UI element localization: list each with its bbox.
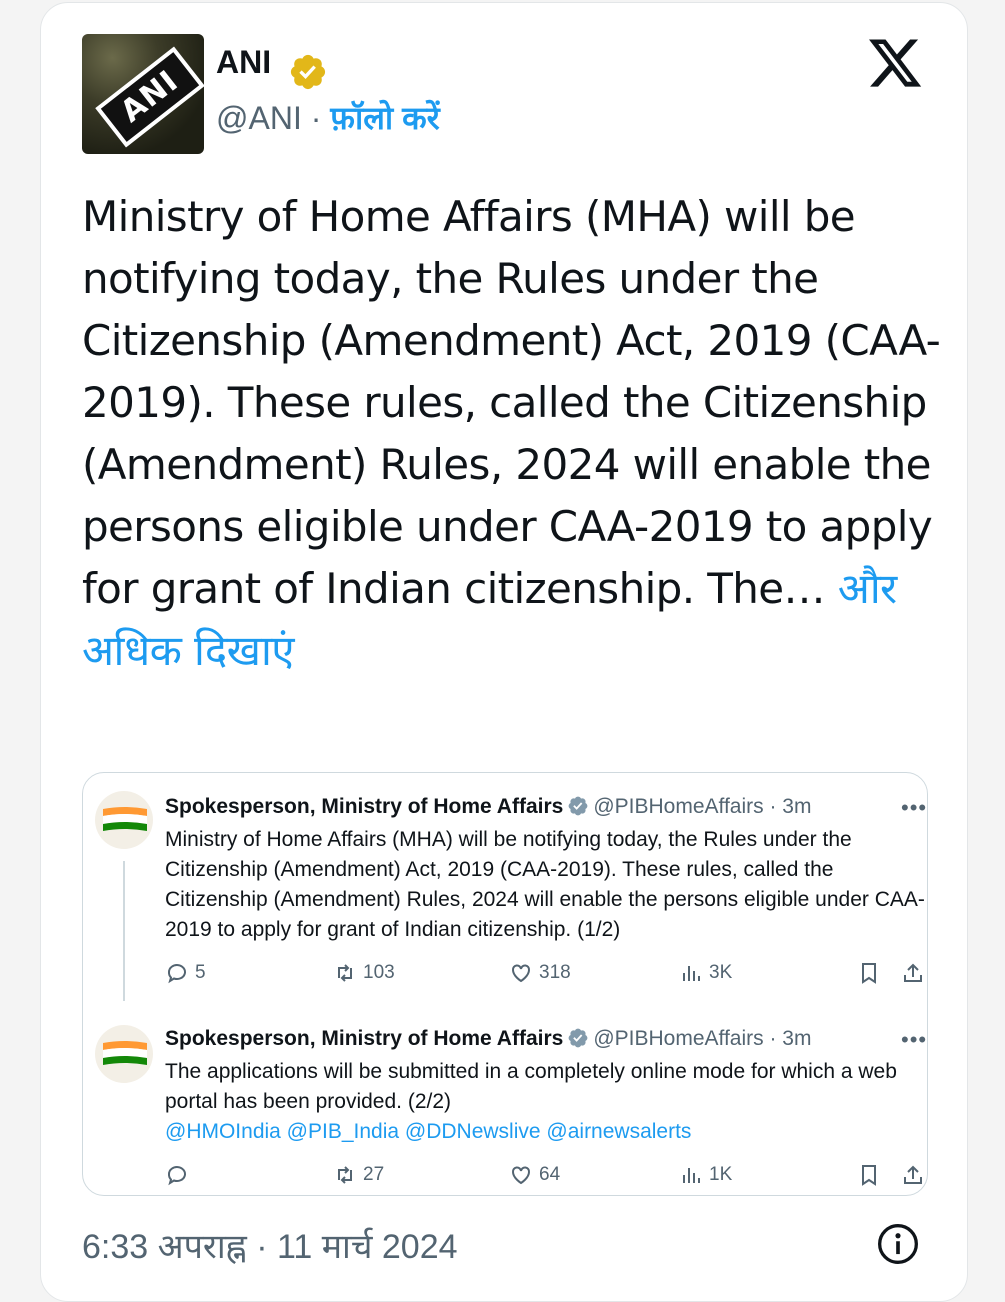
reply-count: 5 xyxy=(195,962,206,983)
quoted-post-text xyxy=(165,1057,925,1147)
quoted-author-name[interactable]: Spokesperson, Ministry of Home Affairs xyxy=(165,795,564,818)
tweet-text xyxy=(82,186,942,682)
info-icon[interactable] xyxy=(876,1222,920,1266)
retweet-count: 27 xyxy=(363,1164,385,1185)
views-count: 1K xyxy=(709,1164,733,1185)
author-handle-row xyxy=(216,96,440,139)
views-count: 3K xyxy=(709,962,733,983)
follow-button[interactable]: फ़ॉलो करें xyxy=(330,100,440,136)
like-button[interactable] xyxy=(509,1163,560,1187)
quoted-header xyxy=(165,1027,811,1051)
retweet-button[interactable] xyxy=(333,961,395,985)
quoted-action-bar xyxy=(165,961,925,991)
quoted-avatar[interactable] xyxy=(95,791,153,849)
show-more-link[interactable]: और अधिक दिखाएं xyxy=(82,564,897,675)
reply-icon xyxy=(165,1163,189,1187)
retweet-icon xyxy=(333,1163,357,1187)
share-icon xyxy=(901,961,925,985)
views-icon xyxy=(679,1163,703,1187)
share-button[interactable] xyxy=(901,961,925,985)
reply-button[interactable] xyxy=(165,1163,195,1187)
verified-badge-icon xyxy=(567,1027,589,1049)
views-button[interactable] xyxy=(679,1163,732,1187)
separator: · xyxy=(301,100,331,136)
share-button[interactable] xyxy=(901,1163,925,1187)
thread-connector xyxy=(123,861,125,1001)
quoted-avatar[interactable] xyxy=(95,1025,153,1083)
tweet-body: Ministry of Home Affairs (MHA) will be notifying today, the Rules under the Citizenship (Amendment) Act, 2019 (CAA-2019). These rules, called the Citizenship (Amendment) Rules, 2024 will enable the persons eligible under CAA-2019 to apply for grant of Indian citizenship. The… xyxy=(82,192,941,613)
retweet-button[interactable] xyxy=(333,1163,384,1187)
quoted-thread[interactable] xyxy=(82,772,928,1196)
x-logo-icon[interactable] xyxy=(866,34,924,92)
like-icon xyxy=(509,1163,533,1187)
author-handle[interactable]: @ANI xyxy=(216,100,302,136)
retweet-count: 103 xyxy=(363,962,395,983)
share-icon xyxy=(901,1163,925,1187)
ani-logo: ANI xyxy=(95,47,204,148)
retweet-icon xyxy=(333,961,357,985)
bookmark-icon xyxy=(857,961,881,985)
quoted-header xyxy=(165,795,811,819)
views-button[interactable] xyxy=(679,961,732,985)
quoted-handle-time[interactable]: @PIBHomeAffairs · 3m xyxy=(593,1027,812,1050)
bookmark-button[interactable] xyxy=(857,1163,881,1187)
author-avatar[interactable] xyxy=(82,34,204,154)
quoted-post-text: Ministry of Home Affairs (MHA) will be notifying today, the Rules under the Citizenship (Amendment) Act, 2019 (CAA-2019). These rules, called the Citizenship (Amendment) Rules, 2024 will enable the persons eligible under CAA-2019 to apply for grant of Indian citizenship. (1/2) xyxy=(165,828,925,941)
mention-links[interactable]: @HMOIndia @PIB_India @DDNewslive @airnewsalerts xyxy=(165,1120,692,1143)
bookmark-icon xyxy=(857,1163,881,1187)
views-icon xyxy=(679,961,703,985)
india-flag-icon xyxy=(101,805,149,835)
author-name[interactable]: ANI xyxy=(216,44,272,80)
more-options-button[interactable]: ••• xyxy=(901,795,928,820)
verified-badge-icon xyxy=(288,52,328,92)
tweet-timestamp[interactable]: 6:33 अपराह्न · 11 मार्च 2024 xyxy=(82,1228,458,1266)
bookmark-button[interactable] xyxy=(857,961,881,985)
quoted-handle-time[interactable]: @PIBHomeAffairs · 3m xyxy=(593,795,812,818)
india-flag-icon xyxy=(101,1039,149,1069)
quoted-action-bar xyxy=(165,1163,925,1193)
like-count: 318 xyxy=(539,962,571,983)
like-icon xyxy=(509,961,533,985)
reply-button[interactable] xyxy=(165,961,206,985)
like-button[interactable] xyxy=(509,961,571,985)
like-count: 64 xyxy=(539,1164,561,1185)
quoted-post-body: The applications will be submitted in a completely online mode for which a web portal has been provided. (2/2) xyxy=(165,1060,897,1113)
verified-badge-icon xyxy=(567,795,589,817)
more-options-button[interactable]: ••• xyxy=(901,1027,928,1052)
quoted-author-name[interactable]: Spokesperson, Ministry of Home Affairs xyxy=(165,1027,564,1050)
reply-icon xyxy=(165,961,189,985)
